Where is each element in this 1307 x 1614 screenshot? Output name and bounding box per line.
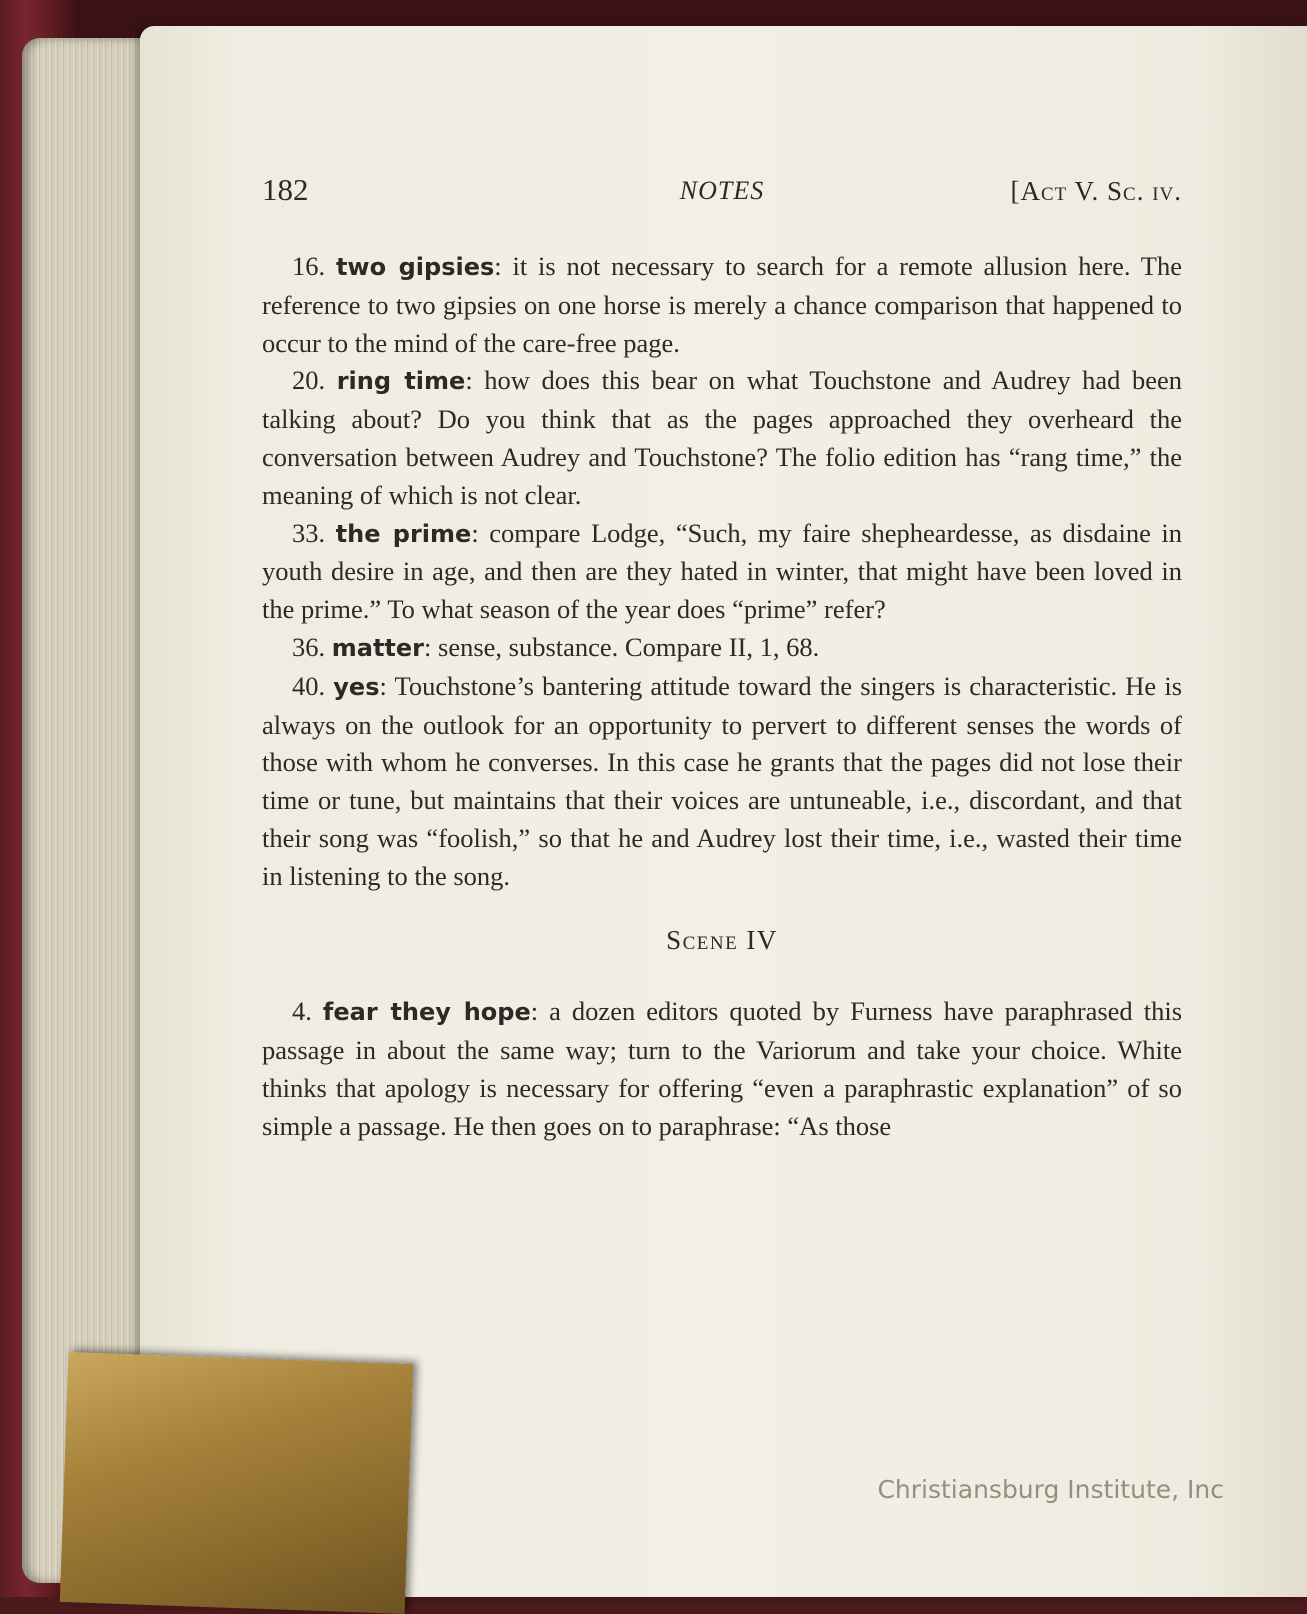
note-text: : Touchstone’s bantering attitude toward the singers is characteristic. He is always on the outlook for an opportunity to pervert to different senses the words of those with whom he converses. In this case he grants that the pages did not lose their time or tune, but maintains that their voices are untuneable, i.e., discordant, and that their song was “foolish,” so that he and Audrey lost their time, i.e., wasted their time in listening to the song. [262,670,1183,891]
note-lemma: two gipsies [335,253,495,281]
note-lemma: fear they hope [322,998,531,1027]
note-text: : it is not necessary to search for a remote allusion here. The reference to two gipsies on one horse is merely a chance comparison that happened to occur to the mind of the care-free page. [262,251,1182,358]
note-lemma: yes [333,672,380,701]
note-lemma: the prime [335,519,472,548]
note-entry [262,362,1182,514]
notes-body [262,248,1182,1146]
note-entry [262,248,1182,362]
note-number: 33. [292,517,326,548]
page-number: 182 [262,172,309,207]
note-number: 40. [292,670,326,701]
act-scene-reference: [Act V. Sc. iv. [1010,176,1182,206]
note-entry [262,668,1182,896]
note-entry [262,993,1182,1145]
note-lemma: matter [331,633,425,662]
note-number: 36. [292,631,326,662]
note-lemma: ring time [336,367,466,396]
page-header [262,172,1182,212]
note-entry [262,515,1182,629]
note-number: 16. [292,251,326,281]
note-text: : sense, substance. Compare II, 1, 68. [424,631,820,662]
note-number: 20. [292,365,326,396]
scene-heading: Scene IV [666,924,778,955]
page-edges [22,38,152,1583]
running-title: NOTES [679,176,765,205]
watermark: Christiansburg Institute, Inc [877,1475,1224,1504]
note-text: : how does this bear on what Touchstone and Audrey had been talking about? Do you think that as the pages approached they overheard the conversation between Audrey and Touchstone? The folio edition has “rang time,” the meaning of which is not clear. [262,365,1183,510]
note-text: : a dozen editors quoted by Furness have paraphrased this passage in about the same way; turn to the Variorum and take your choice. White thinks that apology is necessary for offering “even a paraphrastic explanation” of so simple a passage. He then goes on to paraphrase: “As those [262,996,1183,1141]
note-entry [262,629,1182,668]
note-text: : compare Lodge, “Such, my faire shepheardesse, as disdaine in youth desire in age, and then are they hated in winter, that might have been loved in the prime.” To what season of the year does “prime” refer? [262,517,1183,625]
note-number: 4. [292,996,312,1027]
brass-bookmark [60,1352,414,1614]
